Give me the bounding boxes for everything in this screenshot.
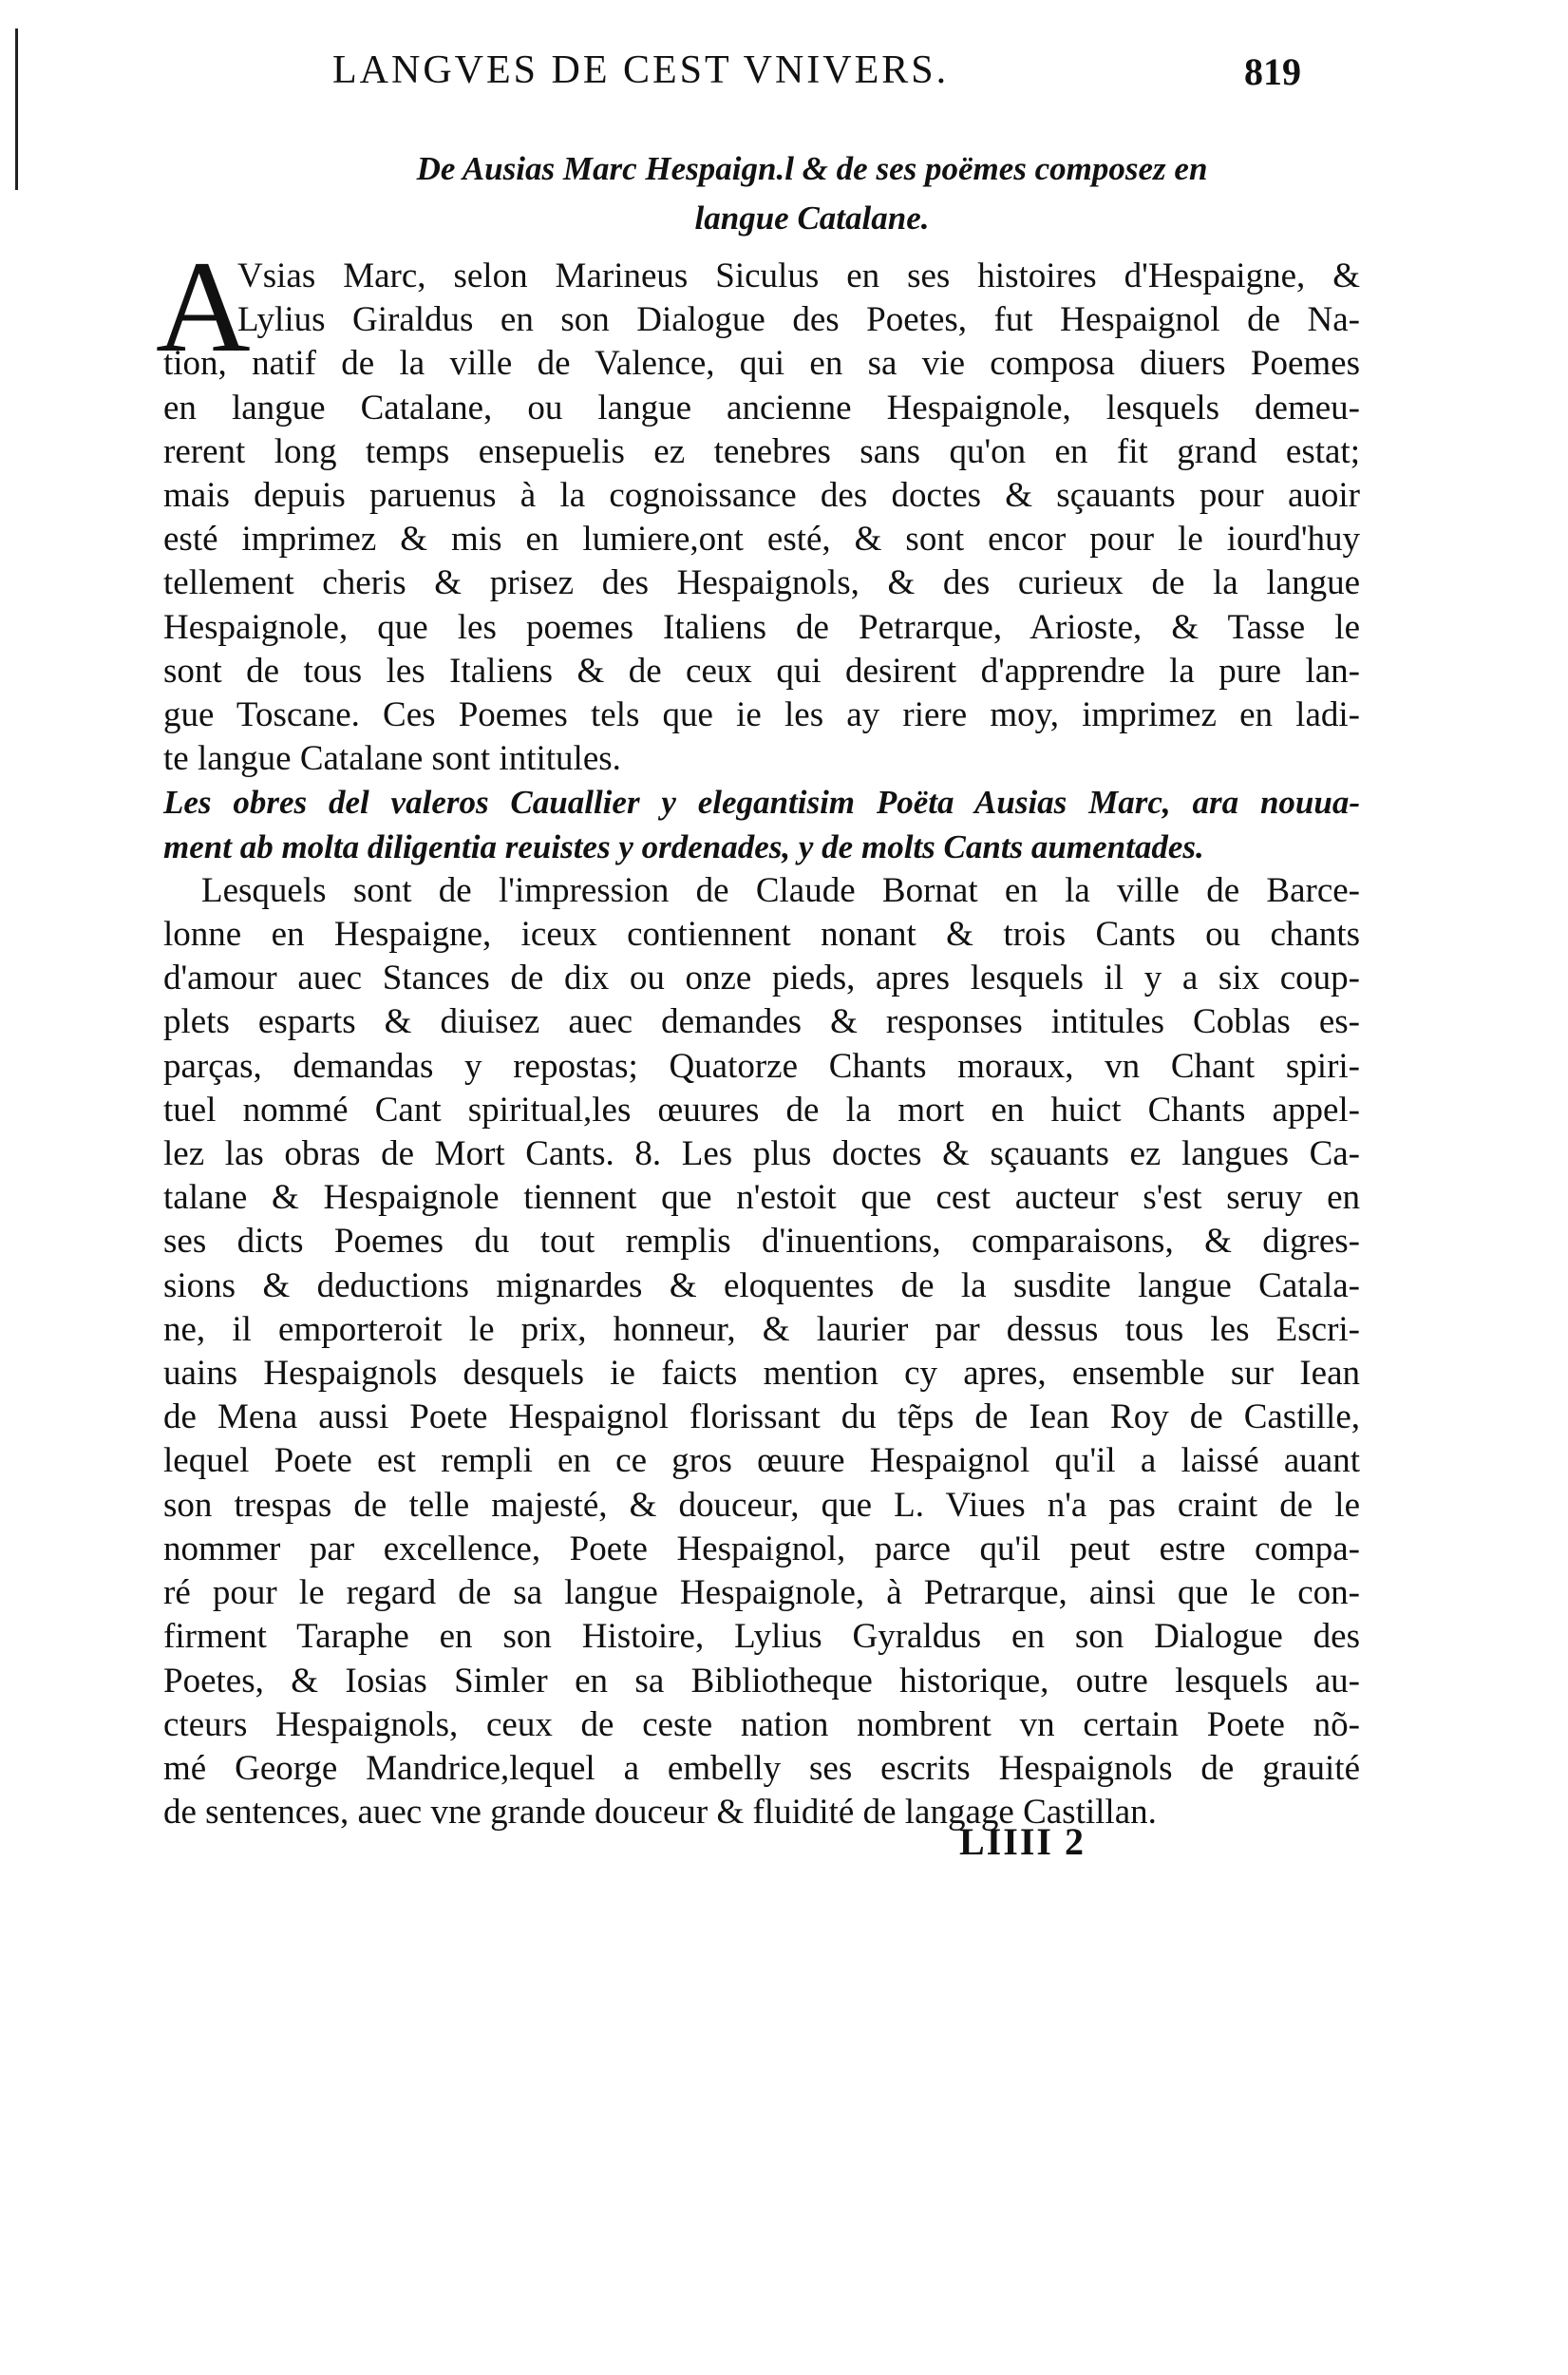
drop-cap: A	[156, 234, 251, 379]
heading-line: De Ausias Marc Hespaign.l & de ses poëmes composez en	[416, 150, 1208, 187]
text-line: ses dicts Poemes du tout remplis d'inuentions, comparaisons, & digres-	[163, 1222, 1360, 1262]
text-line: d'amour auec Stances de dix ou onze pieds, apres lesquels il y a six coup-	[163, 959, 1360, 998]
text-line: mais depuis paruenus à la cognoissance des doctes & sçauants pour auoir	[163, 476, 1360, 516]
text-line: de sentences, auec vne grande douceur & fluidité de langage Castillan.	[163, 1793, 1157, 1833]
running-title: LANGVES DE CEST VNIVERS.	[332, 48, 950, 92]
text-line: tion, natif de la ville de Valence, qui en sa vie composa diuers Poemes	[163, 344, 1360, 384]
work-title-line: Les obres del valeros Cauallier y elegantisim Poëta Ausias Marc, ara nouua-	[163, 784, 1360, 822]
signature-mark: LIIII 2	[959, 1820, 1086, 1863]
text-line: ne, il emporteroit le prix, honneur, & laurier par dessus tous les Escri-	[163, 1309, 1360, 1349]
text-line: rerent long temps ensepuelis ez tenebres sans qu'on en fit grand estat;	[163, 431, 1360, 471]
text-line: uains Hespaignols desquels ie faicts mention cy apres, ensemble sur Iean	[163, 1354, 1360, 1394]
text-line: tellement cheris & prisez des Hespaignols, & des curieux de la langue	[163, 563, 1360, 603]
text-line: te langue Catalane sont intitules.	[163, 739, 621, 779]
page-number: 819	[1244, 50, 1301, 93]
text-line: ré pour le regard de sa langue Hespaignole, à Petrarque, ainsi que le con-	[163, 1573, 1360, 1613]
text-line: mé George Mandrice,lequel a embelly ses escrits Hespaignols de grauité	[163, 1748, 1360, 1788]
section-heading	[266, 144, 1358, 243]
text-line: Poetes, & Iosias Simler en sa Bibliotheque historique, outre lesquels au-	[163, 1661, 1360, 1700]
text-line: esté imprimez & mis en lumiere,ont esté, & sont encor pour le iourd'huy	[163, 520, 1360, 560]
text-line: cteurs Hespaignols, ceux de ceste nation nombrent vn certain Poete nõ-	[163, 1704, 1360, 1744]
text-line: Lesquels sont de l'impression de Claude Bornat en la ville de Barce-	[201, 870, 1360, 910]
text-line: de Mena aussi Poete Hespaignol florissant du tẽps de Iean Roy de Castille,	[163, 1397, 1360, 1437]
work-title-line: ment ab molta diligentia reuistes y ordenades, y de molts Cants aumentades.	[163, 827, 1204, 865]
page-header	[332, 48, 1301, 104]
text-line: sont de tous les Italiens & de ceux qui desirent d'apprendre la pure lan-	[163, 651, 1360, 691]
body-text	[156, 234, 1360, 1834]
text-line: A Vsias Marc, selon Marineus Siculus en ses histoires d'Hespaigne, &	[156, 234, 1360, 379]
text-line: tuel nommé Cant spiritual,les œuures de la mort en huict Chants appel-	[163, 1090, 1360, 1130]
text-line: en langue Catalane, ou langue ancienne Hespaignole, lesquels demeu-	[163, 388, 1360, 428]
text-line: parças, demandas y repostas; Quatorze Chants moraux, vn Chant spiri-	[163, 1046, 1360, 1086]
text-line: lonne en Hespaigne, iceux contiennent nonant & trois Cants ou chants	[163, 915, 1360, 955]
text-line: Hespaignole, que les poemes Italiens de Petrarque, Arioste, & Tasse le	[163, 607, 1360, 647]
text-line: Lylius Giraldus en son Dialogue des Poetes, fut Hespaignol de Na-	[237, 300, 1360, 340]
text-line: son trespas de telle majesté, & douceur, que L. Viues n'a pas craint de le	[163, 1485, 1360, 1525]
text-line: lez las obras de Mort Cants. 8. Les plus doctes & sçauants ez langues Ca-	[163, 1134, 1360, 1174]
text-line: talane & Hespaignole tiennent que n'estoit que cest aucteur s'est seruy en	[163, 1178, 1360, 1218]
text-line: lequel Poete est rempli en ce gros œuure Hespaignol qu'il a laissé auant	[163, 1441, 1360, 1481]
text-line: plets esparts & diuisez auec demandes & responses intitules Coblas es-	[163, 1002, 1360, 1042]
text-line: firment Taraphe en son Histoire, Lylius Gyraldus en son Dialogue des	[163, 1617, 1360, 1657]
page-edge-rule	[15, 28, 18, 190]
text-line: gue Toscane. Ces Poemes tels que ie les ay riere moy, imprimez en ladi-	[163, 695, 1360, 735]
text-line: sions & deductions mignardes & eloquentes de la susdite langue Catala-	[163, 1265, 1360, 1305]
text-line: nommer par excellence, Poete Hespaignol, parce qu'il peut estre compa-	[163, 1529, 1360, 1568]
heading-line: langue Catalane.	[694, 200, 930, 237]
